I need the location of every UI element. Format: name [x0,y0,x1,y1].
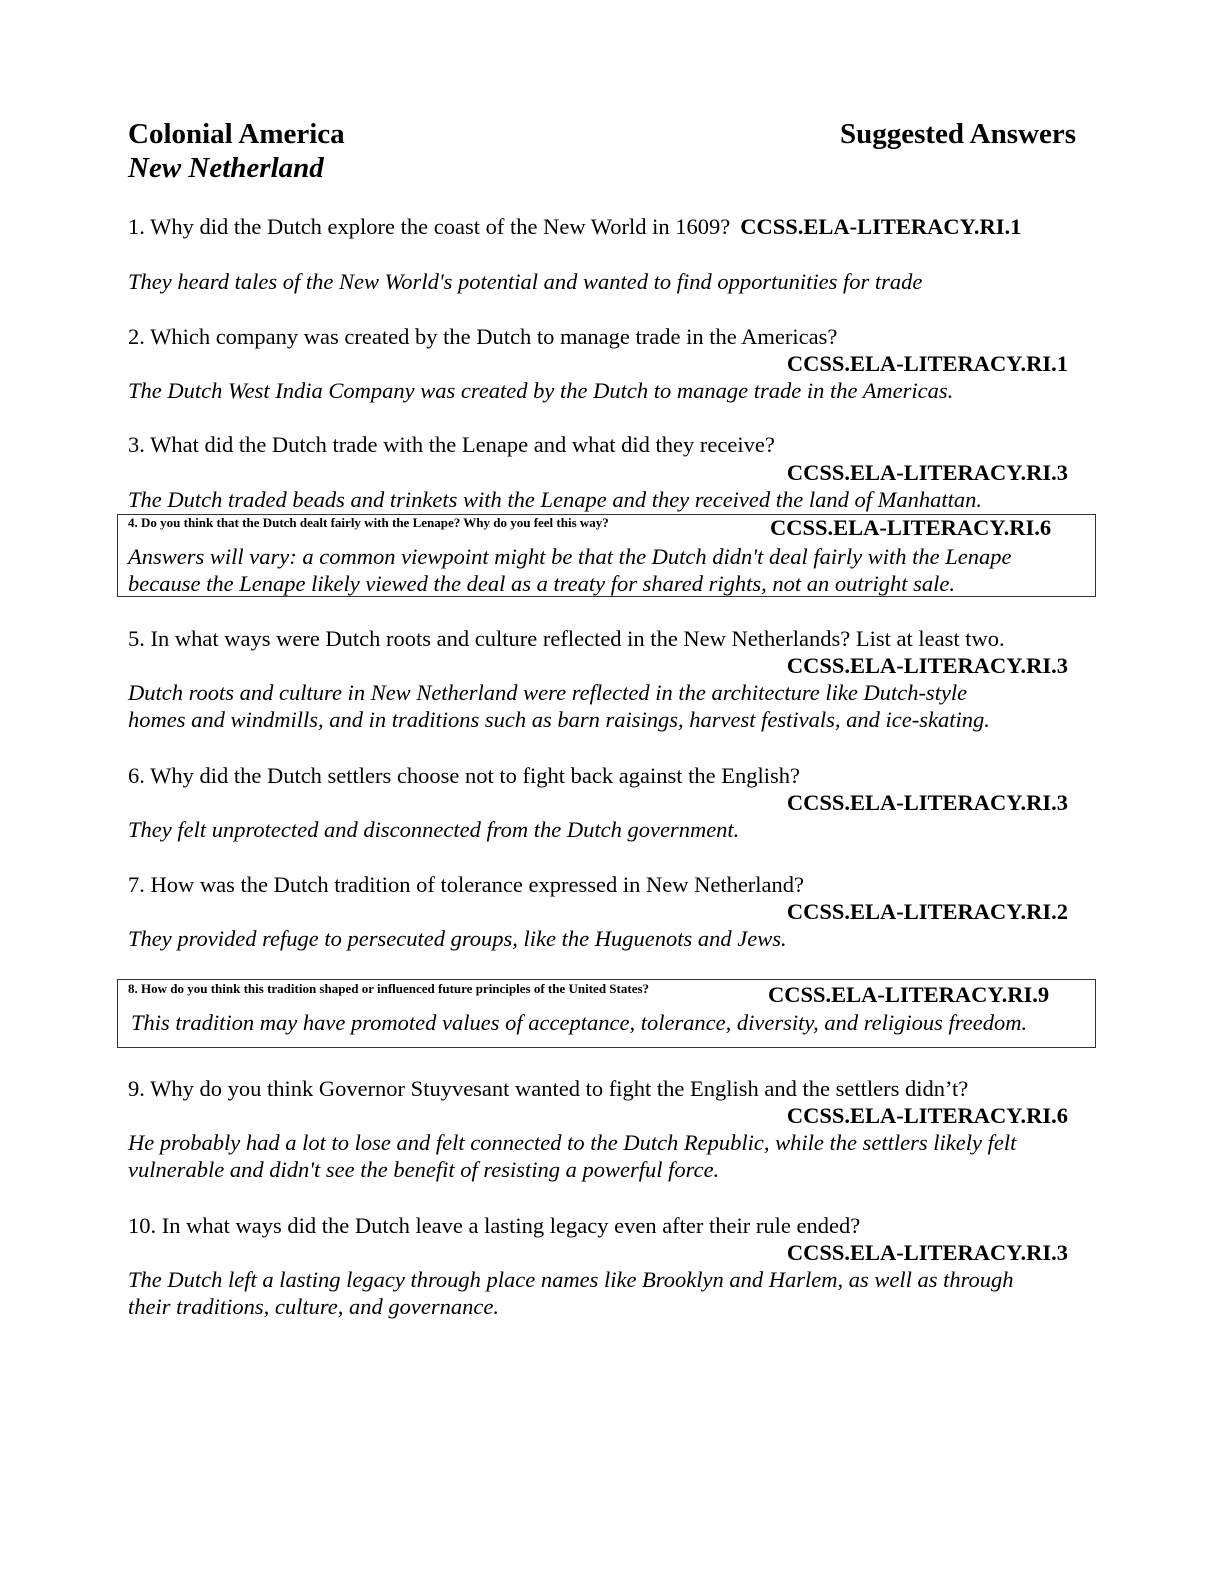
standard-label-6: CCSS.ELA-LITERACY.RI.3 [786,790,1068,815]
question-3: 3. What did the Dutch trade with the Lenape and what did they receive? [128,432,775,457]
question-10: 10. In what ways did the Dutch leave a lasting legacy even after their rule ended? [128,1213,861,1238]
standard-label-3: CCSS.ELA-LITERACY.RI.3 [786,460,1068,485]
answer-3: The Dutch traded beads and trinkets with the Lenape and they received the land of Manhattan. [128,487,983,512]
answer-7: They provided refuge to persecuted groups, like the Huguenots and Jews. [128,926,787,951]
standard-label: CCSS.ELA-LITERACY.RI.1 [740,214,1022,239]
question-8: 8. How do you think this tradition shaped or influenced future principles of the United States? [128,981,650,996]
standard-label-2: CCSS.ELA-LITERACY.RI.1 [786,351,1068,376]
question-text: 1. Why did the Dutch explore the coast of the New World in 1609? [128,214,731,239]
question-1 [128,213,1021,240]
standard-label-7: CCSS.ELA-LITERACY.RI.2 [786,899,1068,924]
answers-label: Suggested Answers [839,118,1076,150]
answer-9: He probably had a lot to lose and felt connected to the Dutch Republic, while the settlers likely felt vulnerable and didn't see the benefit of resisting a powerful force. [128,1130,1017,1182]
question-5: 5. In what ways were Dutch roots and culture reflected in the New Netherlands? List at least two. [128,626,1005,651]
answer-4: Answers will vary: a common viewpoint might be that the Dutch didn't deal fairly with the Lenape because the Lenape likely viewed the deal as a treaty for shared rights, not an outright sale. [128,544,1012,596]
question-7: 7. How was the Dutch tradition of tolerance expressed in New Netherland? [128,872,805,897]
question-4: 4. Do you think that the Dutch dealt fairly with the Lenape? Why do you feel this way? [128,515,609,530]
standard-label-5: CCSS.ELA-LITERACY.RI.3 [786,653,1068,678]
page-title: Colonial America [128,118,345,150]
standard-label-9: CCSS.ELA-LITERACY.RI.6 [786,1103,1068,1128]
question-6: 6. Why did the Dutch settlers choose not to fight back against the English? [128,763,800,788]
question-2: 2. Which company was created by the Dutch to manage trade in the Americas? [128,324,838,349]
question-9: 9. Why do you think Governor Stuyvesant wanted to fight the English and the settlers didn’t? [128,1076,969,1101]
answer-8: This tradition may have promoted values of acceptance, tolerance, diversity, and religious freedom. [131,1010,1028,1035]
standard-label-10: CCSS.ELA-LITERACY.RI.3 [786,1240,1068,1265]
answer-1: They heard tales of the New World's potential and wanted to find opportunities for trade [128,269,923,294]
answer-2: The Dutch West India Company was created by the Dutch to manage trade in the Americas. [128,378,954,403]
standard-label-4: CCSS.ELA-LITERACY.RI.6 [770,515,1052,540]
answer-10: The Dutch left a lasting legacy through place names like Brooklyn and Harlem, as well as through their traditions, culture, and governance. [128,1267,1014,1319]
page-subtitle: New Netherland [128,152,324,184]
answer-6: They felt unprotected and disconnected from the Dutch government. [128,817,740,842]
standard-label-8: CCSS.ELA-LITERACY.RI.9 [768,982,1050,1007]
answer-5: Dutch roots and culture in New Netherland were reflected in the architecture like Dutch-style homes and windmills, and in traditions such as barn raisings, harvest festivals, and ice-skating. [128,680,990,732]
